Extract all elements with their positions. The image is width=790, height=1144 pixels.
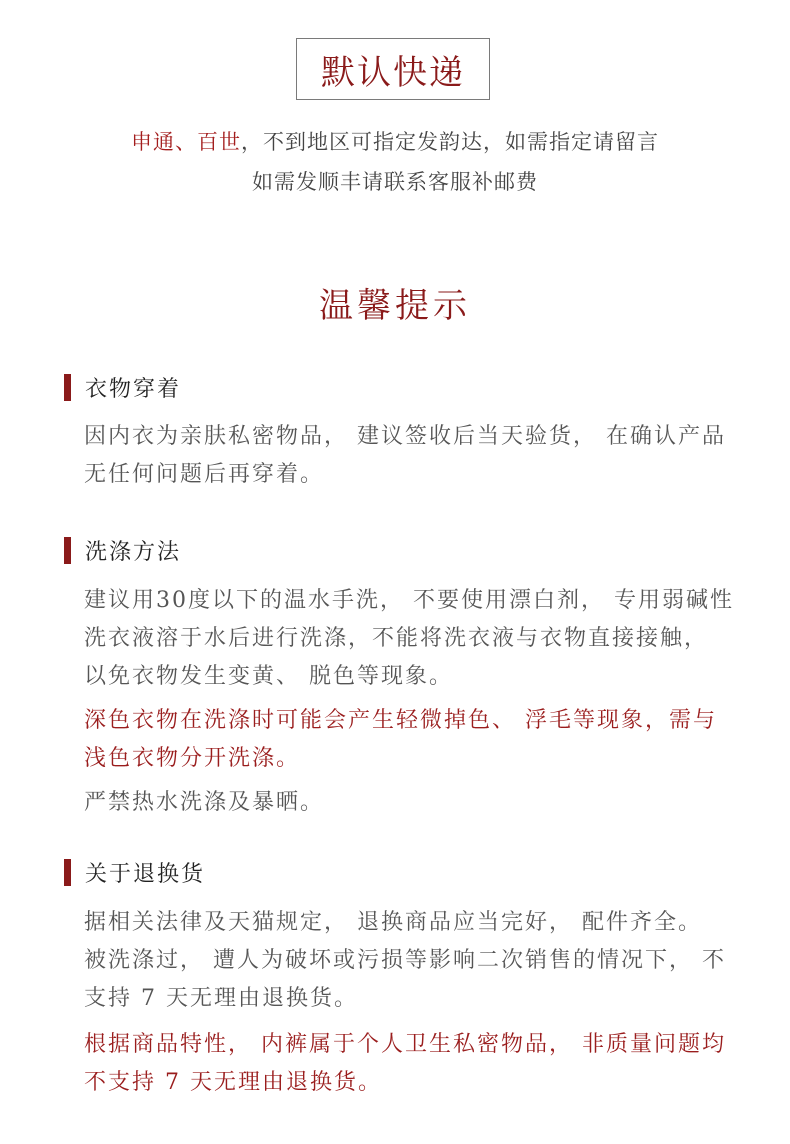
express-note-line-2: 如需发顺丰请联系客服补邮费 xyxy=(252,170,538,194)
returns-paragraph: 据相关法律及天猫规定， 退换商品应当完好， 配件齐全。 被洗涤过， 遭人为破坏或污损等影响二次销售的情况下， 不支持 7 天无理由退换货。 xyxy=(84,910,726,1011)
tips-heading: 温馨提示 xyxy=(319,286,471,326)
section-marker-bar xyxy=(64,537,71,564)
section-header-returns xyxy=(64,857,205,887)
wearing-paragraph: 因内衣为亲肤私密物品， 建议签收后当天验货， 在确认产品无任何问题后再穿着。 xyxy=(84,424,726,487)
washing-paragraph: 建议用30度以下的温水手洗， 不要使用漂白剂， 专用弱碱性洗衣液溶于水后进行洗涤，不能将洗衣液与衣物直接接触， 以免衣物发生变黄、 脱色等现象。 xyxy=(84,588,734,689)
returns-underwear-note: 根据商品特性， 内裤属于个人卫生私密物品， 非质量问题均不支持 7 天无理由退换货。 xyxy=(84,1032,726,1095)
express-note-rest: ，不到地区可指定发韵达，如需指定请留言 xyxy=(241,130,659,154)
washing-dark-clothes-note: 深色衣物在洗涤时可能会产生轻微掉色、 浮毛等现象，需与浅色衣物分开洗涤。 xyxy=(84,708,717,771)
section-marker-bar xyxy=(64,859,71,886)
express-title-box xyxy=(296,38,490,100)
section-header-washing xyxy=(64,535,181,565)
section-title-returns: 关于退换货 xyxy=(85,861,206,887)
section-title-washing: 洗涤方法 xyxy=(85,539,182,565)
section-header-wearing xyxy=(64,372,181,402)
express-note-line-1 xyxy=(0,126,790,156)
section-marker-bar xyxy=(64,374,71,401)
express-title: 默认快递 xyxy=(321,52,465,93)
express-carriers: 申通、百世 xyxy=(131,130,241,154)
washing-warning: 严禁热水洗涤及暴晒。 xyxy=(84,790,325,815)
section-title-wearing: 衣物穿着 xyxy=(85,376,182,402)
